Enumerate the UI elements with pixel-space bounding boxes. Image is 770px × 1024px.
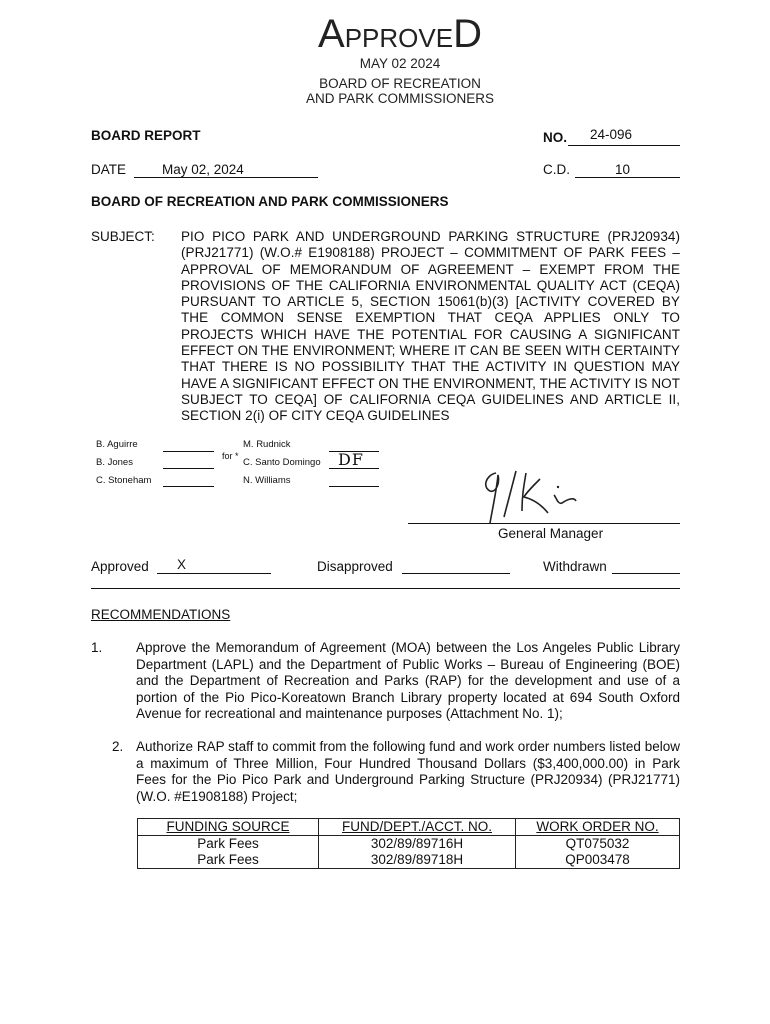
fund-number-cell: 302/89/89716H [319,836,516,853]
cd-label: C.D. [543,162,570,177]
disapproved-line [402,573,510,574]
date-underline [134,177,318,178]
subject-text: PIO PICO PARK AND UNDERGROUND PARKING STRUCTURE (PRJ20934) (PRJ21771) (W.O.# E1908188) PROJECT – COMMITMENT OF PARK FEES – APPROVAL OF MEMORANDUM OF AGREEMENT – EXEMPT FROM THE PROVISIONS OF THE CALIFORNIA ENVIRONMENTAL QUALITY ACT (CEQA) PURSUANT TO ARTICLE 5, SECTION 15061(b)(3) [ACTIVITY COVERED BY THE COMMON SENSE EXEMPTION THAT CEQA APPLIES ONLY TO PROJECTS WHICH HAVE THE POTENTIAL FOR CAUSING A SIGNIFICANT EFFECT ON THE ENVIRONMENT; WHERE IT CAN BE SEEN WITH CERTAINTY THAT THERE IS NO POSSIBILITY THAT THE ACTIVITY IN QUESTION MAY HAVE A SIGNIFICANT EFFECT ON THE ENVIRONMENT, THE ACTIVITY IS NOT SUBJECT TO CEQA] OF CALIFORNIA CEQA GUIDELINES AND ARTICLE II, SECTION 2(i) OF CITY CEQA GUIDELINES [181,229,680,424]
board-report-label: BOARD REPORT [91,128,201,143]
approved-stamp [290,12,510,106]
stoneham-line [163,486,214,487]
member-jones: B. Jones [96,457,133,468]
disapproved-label: Disapproved [317,559,393,574]
table-row [138,836,680,853]
header-funding-source: FUNDING SOURCE [138,819,319,836]
general-manager-title: General Manager [498,526,604,541]
approved-mark: X [177,557,187,572]
subject-label: SUBJECT: [91,229,155,244]
date-value: May 02, 2024 [162,162,244,177]
report-no-label: NO. [543,130,568,145]
withdrawn-line [612,573,680,574]
member-stoneham: C. Stoneham [96,475,152,486]
stamp-line1: BOARD OF RECREATION [319,76,481,91]
recommendations-heading: RECOMMENDATIONS [91,607,231,622]
recommendation-number-1: 1. [91,640,103,655]
initials-df: DF [338,450,364,469]
stamp-date: MAY 02 2024 [359,56,441,71]
cd-value: 10 [615,162,631,177]
date-label: DATE [91,162,127,177]
header-fund-dept-acct: FUND/DEPT./ACCT. NO. [319,819,516,836]
cd-underline [575,177,680,178]
stamp-first-letter: A [318,12,345,56]
funding-source-cell: Park Fees [138,836,319,853]
board-title: BOARD OF RECREATION AND PARK COMMISSIONERS [91,194,449,209]
work-order-cell: QT075032 [516,836,680,853]
approved-label: Approved [91,559,149,574]
recommendation-text-2: Authorize RAP staff to commit from the following fund and work order numbers listed below a maximum of Three Million, Four Hundred Thousand Dollars ($3,400,000.00) in Park Fees for the Pio Pico Park and Underground Parking Structure (PRJ20934) (PRJ21771) (W.O. #E1908188) Project; [136,739,680,804]
stamp-line2: AND PARK COMMISSIONERS [305,91,495,106]
stamp-middle-letters: PPROVE [344,23,454,53]
signature-line [408,523,680,524]
member-williams: N. Williams [243,475,291,486]
approved-line [157,573,271,574]
stamp-last-letter: D [453,12,482,56]
table-row [138,852,680,869]
work-order-cell: QP003478 [516,852,680,869]
recommendation-text-1: Approve the Memorandum of Agreement (MOA) between the Los Angeles Public Library Department (LAPL) and the Department of Public Works – Bureau of Engineering (BOE) and the Department of Recreation and Parks (RAP) for the development and use of a portion of the Pio Pico-Koreatown Branch Library property located at 694 South Oxford Avenue for recreational and maintenance purposes (Attachment No. 1); [136,640,680,721]
aguirre-line [163,451,214,452]
signature-mark [470,465,590,527]
funding-table-header [138,819,680,836]
jones-line [163,468,214,469]
williams-line [329,486,379,487]
fund-number-cell: 302/89/89718H [319,852,516,869]
header-work-order: WORK ORDER NO. [516,819,680,836]
funding-source-cell: Park Fees [138,852,319,869]
report-no-value: 24-096 [590,127,633,142]
withdrawn-label: Withdrawn [543,559,607,574]
for-note: for * [222,451,239,461]
recommendation-number-2: 2. [112,739,124,754]
member-santo-domingo: C. Santo Domingo [243,457,321,468]
stamp-approved-word [290,12,510,60]
member-aguirre: B. Aguirre [96,439,138,450]
funding-table [137,818,680,869]
report-no-underline [568,145,680,146]
member-rudnick: M. Rudnick [243,439,291,450]
section-divider [91,588,680,589]
